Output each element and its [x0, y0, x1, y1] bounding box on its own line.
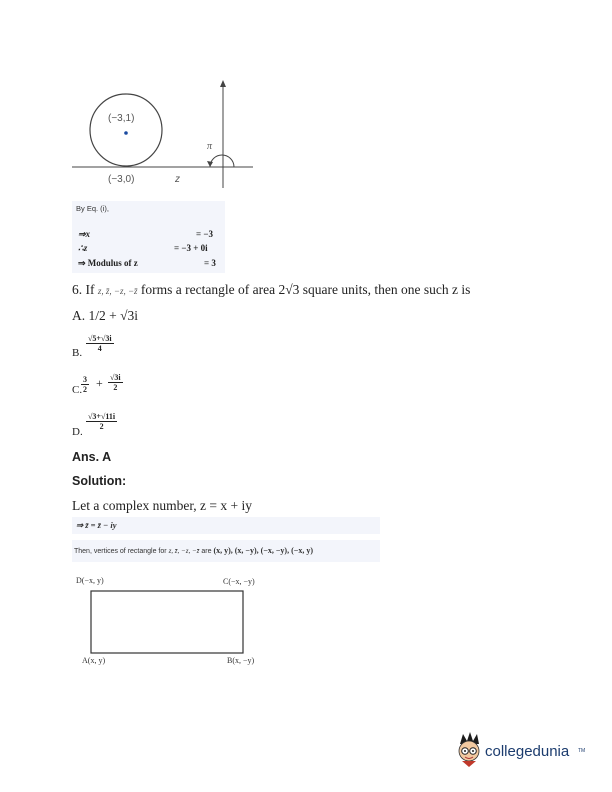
vertices-vars: z, z̄, −z, −z̄: [168, 547, 200, 555]
arc-arrow: [207, 161, 213, 167]
option-b-label: B.: [72, 347, 83, 359]
vertex-d-label: D(−x, y): [76, 576, 104, 585]
eq-row-1-right: = −3: [196, 229, 214, 239]
option-c-label: C.: [72, 384, 83, 396]
option-c-frac1-den: 2: [83, 385, 87, 394]
eq-row-2-right: = −3 + 0i: [174, 243, 208, 253]
brand-name: collegedunia: [485, 743, 570, 760]
option-c-frac2-den: 2: [113, 383, 118, 392]
option-c-fraction-2: [108, 373, 123, 392]
option-a: A. 1/2 + √3i: [72, 308, 139, 323]
option-b-denominator: 4: [97, 344, 102, 353]
solution-line: Let a complex number, z = x + iy: [72, 498, 253, 513]
option-d-label: D.: [72, 426, 83, 438]
option-b-fraction: [86, 334, 114, 353]
tangent-point-label: (−3,0): [108, 174, 135, 185]
angle-arc: [210, 155, 234, 167]
eq-row-1-left: ⇒x: [78, 229, 91, 239]
option-c-fraction-1: [81, 375, 89, 394]
eq-row-2-left: ∴z: [78, 243, 88, 253]
vertices-coords: (x, y), (x, −y), (−x, −y), (−x, y): [213, 546, 313, 555]
option-c-frac2-num: √3i: [110, 373, 121, 382]
y-axis-arrow: [220, 80, 226, 87]
conjugate-box: [72, 517, 380, 534]
question-vars: z, z̄, −z, −z̄: [97, 286, 138, 296]
vertices-line: [74, 546, 313, 555]
vertices-prefix: Then, vertices of rectangle for: [74, 548, 167, 555]
center-point: [124, 131, 128, 135]
question-text: [72, 282, 470, 298]
point-label: (−3,1): [108, 113, 135, 124]
solution-label: Solution:: [72, 474, 127, 488]
conjugate-expression: ⇒ z̄ = z̄ − iy: [76, 520, 117, 530]
option-d-numerator: √3+√11i: [88, 412, 116, 421]
eq-intro: By Eq. (i),: [76, 204, 109, 213]
mascot-logo-icon: [454, 730, 484, 770]
vertex-a-label: A(x, y): [82, 656, 106, 665]
option-d-denominator: 2: [99, 422, 104, 431]
eq-row-3-right: = 3: [204, 258, 216, 268]
vertex-b-label: B(x, −y): [227, 656, 255, 665]
circle-shape: [90, 94, 162, 166]
option-c-plus: +: [96, 376, 103, 390]
pi-label: π: [207, 141, 213, 152]
rectangle-shape: [91, 591, 243, 653]
answer: Ans. A: [72, 450, 112, 464]
option-d-fraction: [86, 412, 117, 431]
question-rest: forms a rectangle of area 2√3 square units, then one such z is: [140, 282, 471, 297]
z-label: z: [175, 174, 180, 185]
vertex-c-label: C(−x, −y): [223, 577, 255, 586]
option-c-frac1-num: 3: [83, 375, 87, 384]
brand-tm: TM: [578, 748, 586, 754]
circle-diagram: [60, 76, 270, 194]
option-b-numerator: √5+√3i: [88, 334, 112, 343]
eq-row-3-left: ⇒ Modulus of z: [78, 258, 138, 268]
question-number: 6. If: [72, 282, 95, 297]
rectangle-diagram: [88, 588, 248, 658]
vertices-mid: are: [201, 548, 212, 555]
